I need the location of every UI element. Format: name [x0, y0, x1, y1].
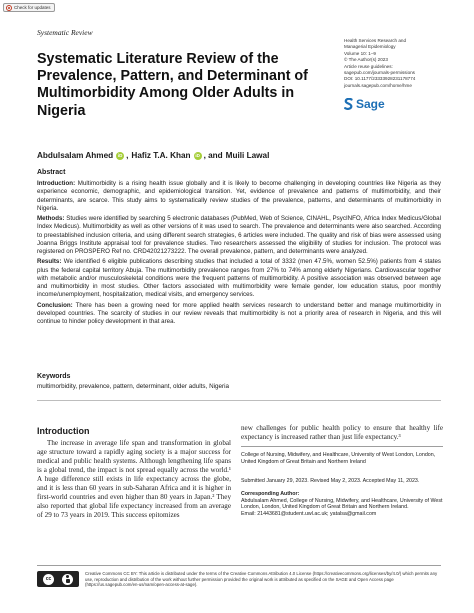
- journal-meta-line: Managerial Epidemiology: [344, 44, 396, 50]
- abstract-introduction: [37, 180, 441, 213]
- journal-meta-line: © The Author(s) 2023: [344, 57, 388, 63]
- journal-meta: [344, 38, 464, 89]
- sage-logo-text: Sage: [356, 97, 385, 111]
- author-list: [37, 151, 269, 160]
- corresponding-author-details: Abdulsalam Ahmed, College of Nursing, Midwifery, and Healthcare, University of West London, London, United Kingdom of Great Britain and Northern Ireland.: [241, 497, 443, 511]
- creative-commons-icon[interactable]: [37, 571, 79, 587]
- article-type-label: Systematic Review: [37, 28, 93, 37]
- abstract-section-label: Methods:: [37, 215, 65, 222]
- keywords-list: multimorbidity, prevalence, pattern, determinant, older adults, Nigeria: [37, 383, 230, 390]
- corresponding-author-label: Corresponding Author:: [241, 491, 300, 497]
- abstract-section-text: Multimorbidity is a rising health issue globally and it is likely to become challenging in developing countries like Nigeria as they experience economic, demographic, and epidemiological transition. Yet, evidence of prevalence and patterns of multimorbidity, and their determinants, are scarce. This study aims to systematically review studies of the prevalence, patterns, and determinants of multimorbidity in Nigeria.: [37, 180, 441, 212]
- attribution-icon: [62, 574, 73, 585]
- abstract-methods: [37, 215, 441, 256]
- abstract-heading: Abstract: [37, 169, 66, 176]
- orcid-icon[interactable]: iD: [117, 152, 123, 158]
- keywords-heading: Keywords: [37, 373, 71, 380]
- section-divider: [37, 400, 441, 401]
- check-for-updates-label: Check for updates: [14, 5, 51, 10]
- author-name: Muili Lawal: [225, 151, 270, 160]
- submission-dates: Submitted January 29, 2023. Revised May 2, 2023. Accepted May 11, 2023.: [241, 478, 420, 484]
- abstract-section-text: Studies were identified by searching 5 electronic databases (PubMed, Web of Science, CINAHL, PsycINFO, Africa Index Medicus/Global Index Medicus). Multimorbidity as well as other versions of it was used to search. The prevalence and determinants were also searched. According to preestablished inclusion criteria, and using different search strategies, 6 articles were included. The quality and risk of bias were assessed using Joanna Briggs Institute appraisal tool for prevalence studies. Two researchers assessed the eligibility of studies for inclusion. The protocol was registered on PROSPERO Ref no. CRD42021273222. The overall prevalence, pattern, and determinants were analyzed.: [37, 215, 441, 255]
- journal-meta-line[interactable]: journals.sagepub.com/home/hme: [344, 82, 412, 88]
- cc-icon: cc: [43, 574, 54, 585]
- sage-logo-icon: [344, 98, 353, 110]
- journal-meta-line: Volume 10: 1–9: [344, 50, 376, 56]
- journal-meta-line: Article reuse guidelines:: [344, 63, 393, 69]
- author-affiliation: College of Nursing, Midwifery, and Healthcare, University of West London, London, United Kingdom of Great Britain and Northern Ireland: [241, 452, 436, 465]
- journal-meta-line[interactable]: sagepub.com/journals-permissions: [344, 70, 415, 76]
- abstract-section-text: There has been a growing need for more applied health services research to understand better and manage multimorbidity in developed countries. The scarcity of studies in our review reveals that multimorbidity is not a priority area of research in Nigeria, and this will continue to hinder policy development in that area.: [37, 301, 441, 325]
- update-icon: [6, 5, 12, 11]
- footnote-divider: [241, 446, 443, 447]
- abstract-body: [37, 180, 441, 328]
- abstract-results: [37, 258, 441, 299]
- license-block: [37, 571, 441, 588]
- abstract-conclusion: [37, 302, 441, 327]
- author-separator: , and: [203, 151, 223, 160]
- corresponding-author: [241, 491, 443, 517]
- journal-meta-line[interactable]: DOI: 10.1177/23333928231178774: [344, 76, 416, 82]
- introduction-body: [37, 439, 231, 520]
- license-divider: [37, 565, 441, 566]
- journal-meta-line: Health Services Research and: [344, 38, 407, 43]
- check-for-updates-badge[interactable]: [3, 3, 55, 12]
- abstract-section-label: Results:: [37, 258, 62, 266]
- article-title: Systematic Literature Review of the Prevalence, Pattern, and Determinant of Multimorbidity Among Older Adults in Nigeria: [37, 51, 308, 119]
- introduction-heading: Introduction: [37, 426, 90, 436]
- right-column-text: new challenges for public health policy to ensure that healthy life expectancy is increased rather than just life expectancy.³: [241, 424, 443, 442]
- introduction-text: The increase in average life span and transformation in global age structure toward a rapidly aging society is a major success for medical and public health systems. Although lengthening life spans is a global trend, the impact is not spread equally across the world.¹ A huge difference still exists in life expectancy across the globe, and it is less than 60 years in sub-Saharan Africa and it is higher in first-world countries and even higher than 80 years in Japan.² They also reported that global life expectancy increased from an average of 29 to 73 years in 2019. This success epitomizes: [37, 439, 231, 520]
- abstract-section-label: Introduction:: [37, 180, 76, 187]
- author-name: Hafiz T.A. Khan: [131, 151, 191, 160]
- author-separator: ,: [126, 151, 129, 160]
- author-name: Abdulsalam Ahmed: [37, 151, 114, 160]
- sage-logo: [344, 97, 385, 111]
- abstract-section-text: We identified 6 eligible publications describing studies that included a total of 3332 (men 47.5%, women 52.5%) patients from 4 states plus the federal capital territory Abuja. The multimorbidity prevalence ranges from 27% to 74% among elderly Nigerians. Cardiovascular together with metabolic and/or musculoskeletal conditions were the frequent patterns of multimorbidity. A positive association was observed between age and multimorbidity in most studies. Other factors associated with multimorbidity were female gender, low education status, poor monthly income/unemployment, hospitalization, medical visits, and emergency services.: [37, 258, 441, 299]
- abstract-section-label: Conclusion:: [37, 301, 73, 309]
- corresponding-author-email[interactable]: Email: 21443681@student.uwl.ac.uk; yatalsa@gmail.com: [241, 510, 377, 517]
- orcid-icon[interactable]: iD: [195, 152, 200, 158]
- license-text: Creative Commons CC BY: This article is distributed under the terms of the Creative Commons Attribution 4.0 License (https://creativecommons.org/licenses/by/4.0/) which permits any use, reproduction and distribution of the work without further permission provided the original work is attributed as specified on the SAGE and Open Access page (https://us.sagepub.com/en-us/nam/open-access-at-sage).: [85, 571, 438, 588]
